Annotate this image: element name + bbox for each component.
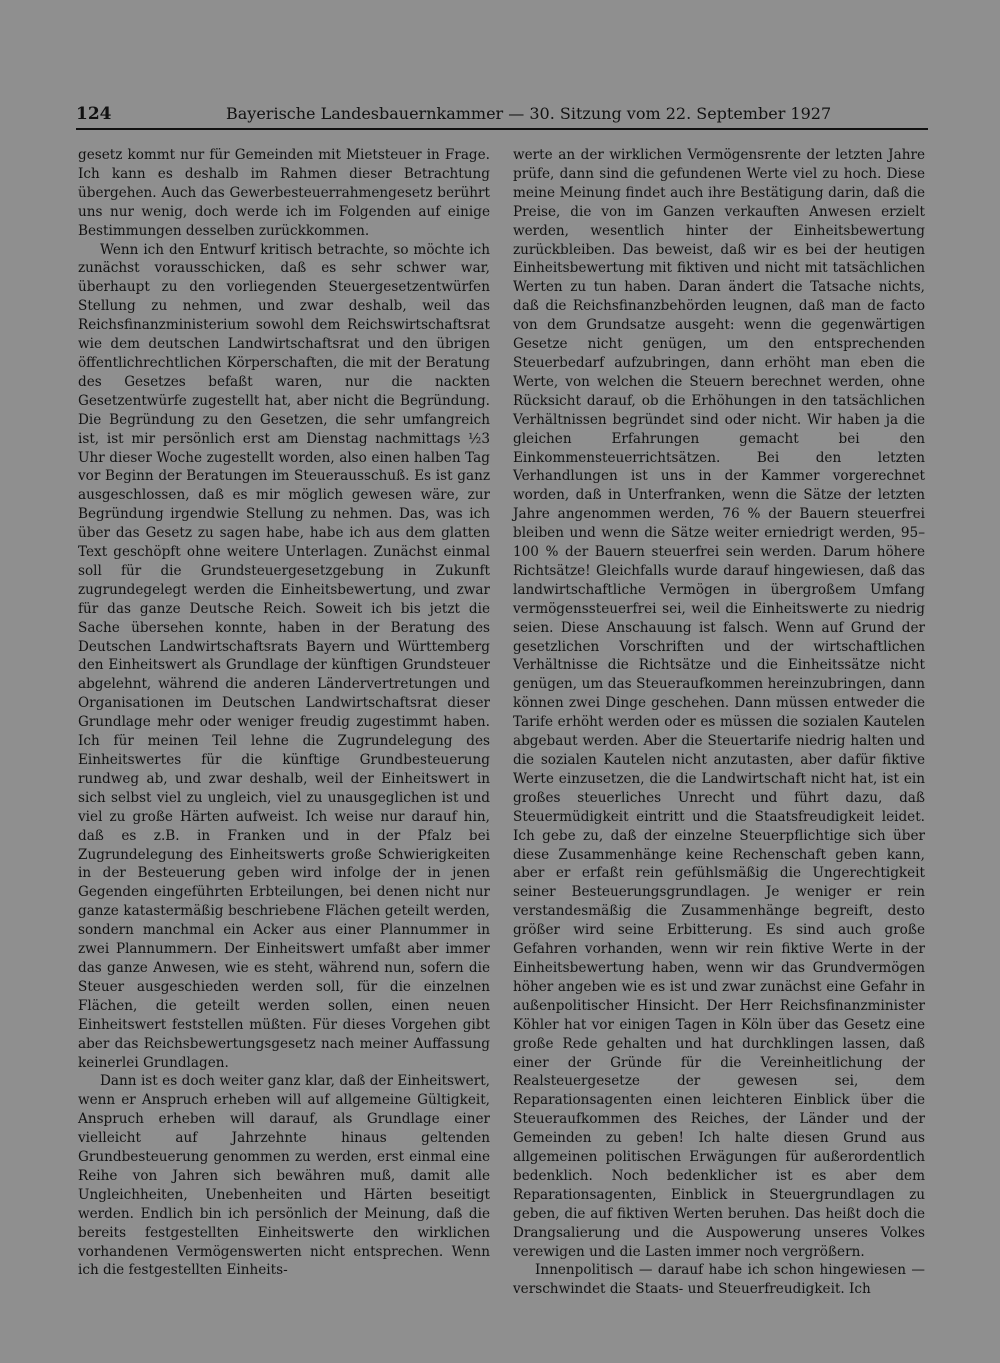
page-header [76,104,928,130]
paragraph: Innenpolitisch — darauf habe ich schon hingewiesen — verschwindet die Staats- und Steuerfreudigkeit. Ich [513,1262,925,1298]
paragraph: gesetz kommt nur für Gemeinden mit Mietsteuer in Frage. Ich kann es deshalb im Rahmen dieser Betrachtung übergehen. Auch das Gewerbesteuerrahmengesetz berührt uns nur wenig, doch werde ich im Folgenden auf einige Bestimmungen desselben zurückkommen. [78,147,490,239]
paragraph: Wenn ich den Entwurf kritisch betrachte, so möchte ich zunächst vorausschicken, daß es sehr schwer war, überhaupt zu den vorliegenden Steuergesetzentwürfen Stellung zu nehmen, und zwar deshalb, weil das Reichsfinanzministerium sowohl dem Reichswirtschaftsrat wie dem deutschen Landwirtschaftsrat und den übrigen öffentlichrechtlichen Körperschaften, die mit der Beratung des Gesetzes befaßt waren, nur die nackten Gesetzentwürfe zugestellt hat, aber nicht die Begründung. Die Begründung zu den Gesetzen, die sehr umfangreich ist, ist mir persönlich erst am Dienstag nachmittags ½3 Uhr dieser Woche zugestellt worden, also einen halben Tag vor Beginn der Beratungen im Steuerausschuß. Es ist ganz ausgeschlossen, daß es mir möglich gewesen wäre, zur Begründung irgendwie Stellung zu nehmen. Das, was ich über das Gesetz zu sagen habe, habe ich aus dem glatten Text geschöpft ohne weitere Unterlagen. Zunächst einmal soll für die Grundsteuergesetzgebung in Zukunft zugrundegelegt werden die Einheitsbewertung, und zwar für das ganze Deutsche Reich. Soweit ich bis jetzt die Sache übersehen konnte, haben in der Beratung des Deutschen Landwirtschaftsrats Bayern und Württemberg den Einheitswert als Grundlage der künftigen Grundsteuer abgelehnt, während die anderen Ländervertretungen und Organisationen im Deutschen Landwirtschaftsrat dieser Grundlage mehr oder weniger freudig zugestimmt haben. Ich für meinen Teil lehne die Zugrundelegung des Einheitswertes für die künftige Grundbesteuerung rundweg ab, und zwar deshalb, weil der Einheitswert in sich selbst viel zu ungleich, viel zu unausgeglichen ist und viel zu große Härten aufweist. Ich weise nur darauf hin, daß es z.B. in Franken und in der Pfalz bei Zugrundelegung des Einheitswerts große Schwierigkeiten in der Besteuerung geben wird infolge der in jenen Gegenden eingeführten Erbteilungen, bei denen nicht nur ganze katastermäßig beschriebene Flächen geteilt werden, sondern manchmal ein Acker aus einer Plannummer in zwei Plannummern. Der Einheitswert umfaßt aber immer das ganze Anwesen, wie es steht, während nun, sofern die Steuer ausgeschieden werden soll, für die einzelnen Flächen, die geteilt werden sollen, einen neuen Einheitswert feststellen müßten. Für dieses Vorgehen gibt aber das Reichsbewertungsgesetz nach meiner Auffassung keinerlei Grundlagen. [78,241,490,1071]
right-column [513,146,925,1299]
paragraph: werte an der wirklichen Vermögensrente der letzten Jahre prüfe, dann sind die gefundenen Werte viel zu hoch. Diese meine Meinung findet auch ihre Bestätigung darin, daß die Preise, die von im Ganzen verkauften Anwesen erzielt werden, wesentlich hinter der Einheitsbewertung zurückbleiben. Das beweist, daß wir es bei der heutigen Einheitsbewertung mit fiktiven und nicht mit tatsächlichen Werten zu tun haben. Daran ändert die Tatsache nichts, daß die Reichsfinanzbehörden leugnen, daß man de facto von dem Grundsatze ausgeht: wenn die gegenwärtigen Gesetze nicht genügen, um den entsprechenden Steuerbedarf aufzubringen, dann erhöht man eben die Werte, von welchen die Steuern berechnet werden, ohne Rücksicht darauf, ob die Erhöhungen in den tatsächlichen Verhältnissen begründet sind oder nicht. Wir haben ja die gleichen Erfahrungen gemacht bei den Einkommensteuerrichtsätzen. Bei den letzten Verhandlungen ist uns in der Kammer vorgerechnet worden, daß in Unterfranken, wenn die Sätze der letzten Jahre angenommen werden, 76 % der Bauern steuerfrei bleiben und wenn die Sätze weiter erniedrigt werden, 95–100 % der Bauern steuerfrei sein werden. Darum höhere Richtsätze! Gleichfalls wurde darauf hingewiesen, daß das landwirtschaftliche Vermögen in übergroßem Umfang vermögenssteuerfrei sei, weil die Einheitswerte zu niedrig seien. Diese Anschauung ist falsch. Wenn auf Grund der gesetzlichen Vorschriften und der wirtschaftlichen Verhältnisse die Richtsätze und die Einheitssätze nicht genügen, um das Steueraufkommen hereinzubringen, dann können zwei Dinge geschehen. Dann müssen entweder die Tarife erhöht werden oder es müssen die sozialen Kautelen abgebaut werden. Aber die Steuertarife niedrig halten und die sozialen Kautelen nicht anzutasten, aber dafür fiktive Werte einzusetzen, die die Landwirtschaft nicht hat, ist ein großes steuerliches Unrecht und führt dazu, daß Steuermüdigkeit eintritt und die Staatsfreudigkeit leidet. Ich gebe zu, daß der einzelne Steuerpflichtige sich über diese Zusammenhänge keine Rechenschaft geben kann, aber er erfaßt rein gefühlsmäßig die Ungerechtigkeit seiner Besteuerungsgrundlagen. Je weniger er rein verstandesmäßig die Zusammenhänge begreift, desto größer wird seine Erbitterung. Es sind auch große Gefahren vorhanden, wenn wir rein fiktive Werte in der Einheitsbewertung haben, wenn wir das Grundvermögen höher angeben wie es ist und zwar zunächst eine Gefahr in außenpolitischer Hinsicht. Der Herr Reichsfinanzminister Köhler hat vor einigen Tagen in Köln über das Gesetz eine große Rede gehalten und hat durchklingen lassen, daß einer der Gründe für die Vereinheitlichung der Realsteuergesetze der gewesen sei, dem Reparationsagenten einen leichteren Einblick über die Steueraufkommen des Reiches, der Länder und der Gemeinden zu geben! Ich halte diesen Grund aus allgemeinen politischen Erwägungen für außerordentlich bedenklich. Noch bedenklicher ist es aber dem Reparationsagenten, Einblick in Steuergrundlagen zu geben, die auf fiktiven Werten beruhen. Das heißt doch die Drangsalierung und die Auspowerung unseres Volkes verewigen und die Lasten immer noch vergrößern. [513,147,925,1260]
left-column [78,146,490,1280]
running-head: Bayerische Landesbauernkammer — 30. Sitzung vom 22. September 1927 [226,104,832,123]
page-number: 124 [76,104,112,124]
paragraph: Dann ist es doch weiter ganz klar, daß der Einheitswert, wenn er Anspruch erheben will auf allgemeine Gültigkeit, Anspruch erheben will darauf, als Grundlage einer vielleicht auf Jahrzehnte hinaus geltenden Grundbesteuerung genommen zu werden, erst einmal eine Reihe von Jahren sich bewähren muß, damit alle Ungleichheiten, Unebenheiten und Härten beseitigt werden. Endlich bin ich persönlich der Meinung, daß die bereits festgestellten Einheitswerte den wirklichen vorhandenen Vermögenswerten nicht entsprechen. Wenn ich die festgestellten Einheits- [78,1073,490,1279]
